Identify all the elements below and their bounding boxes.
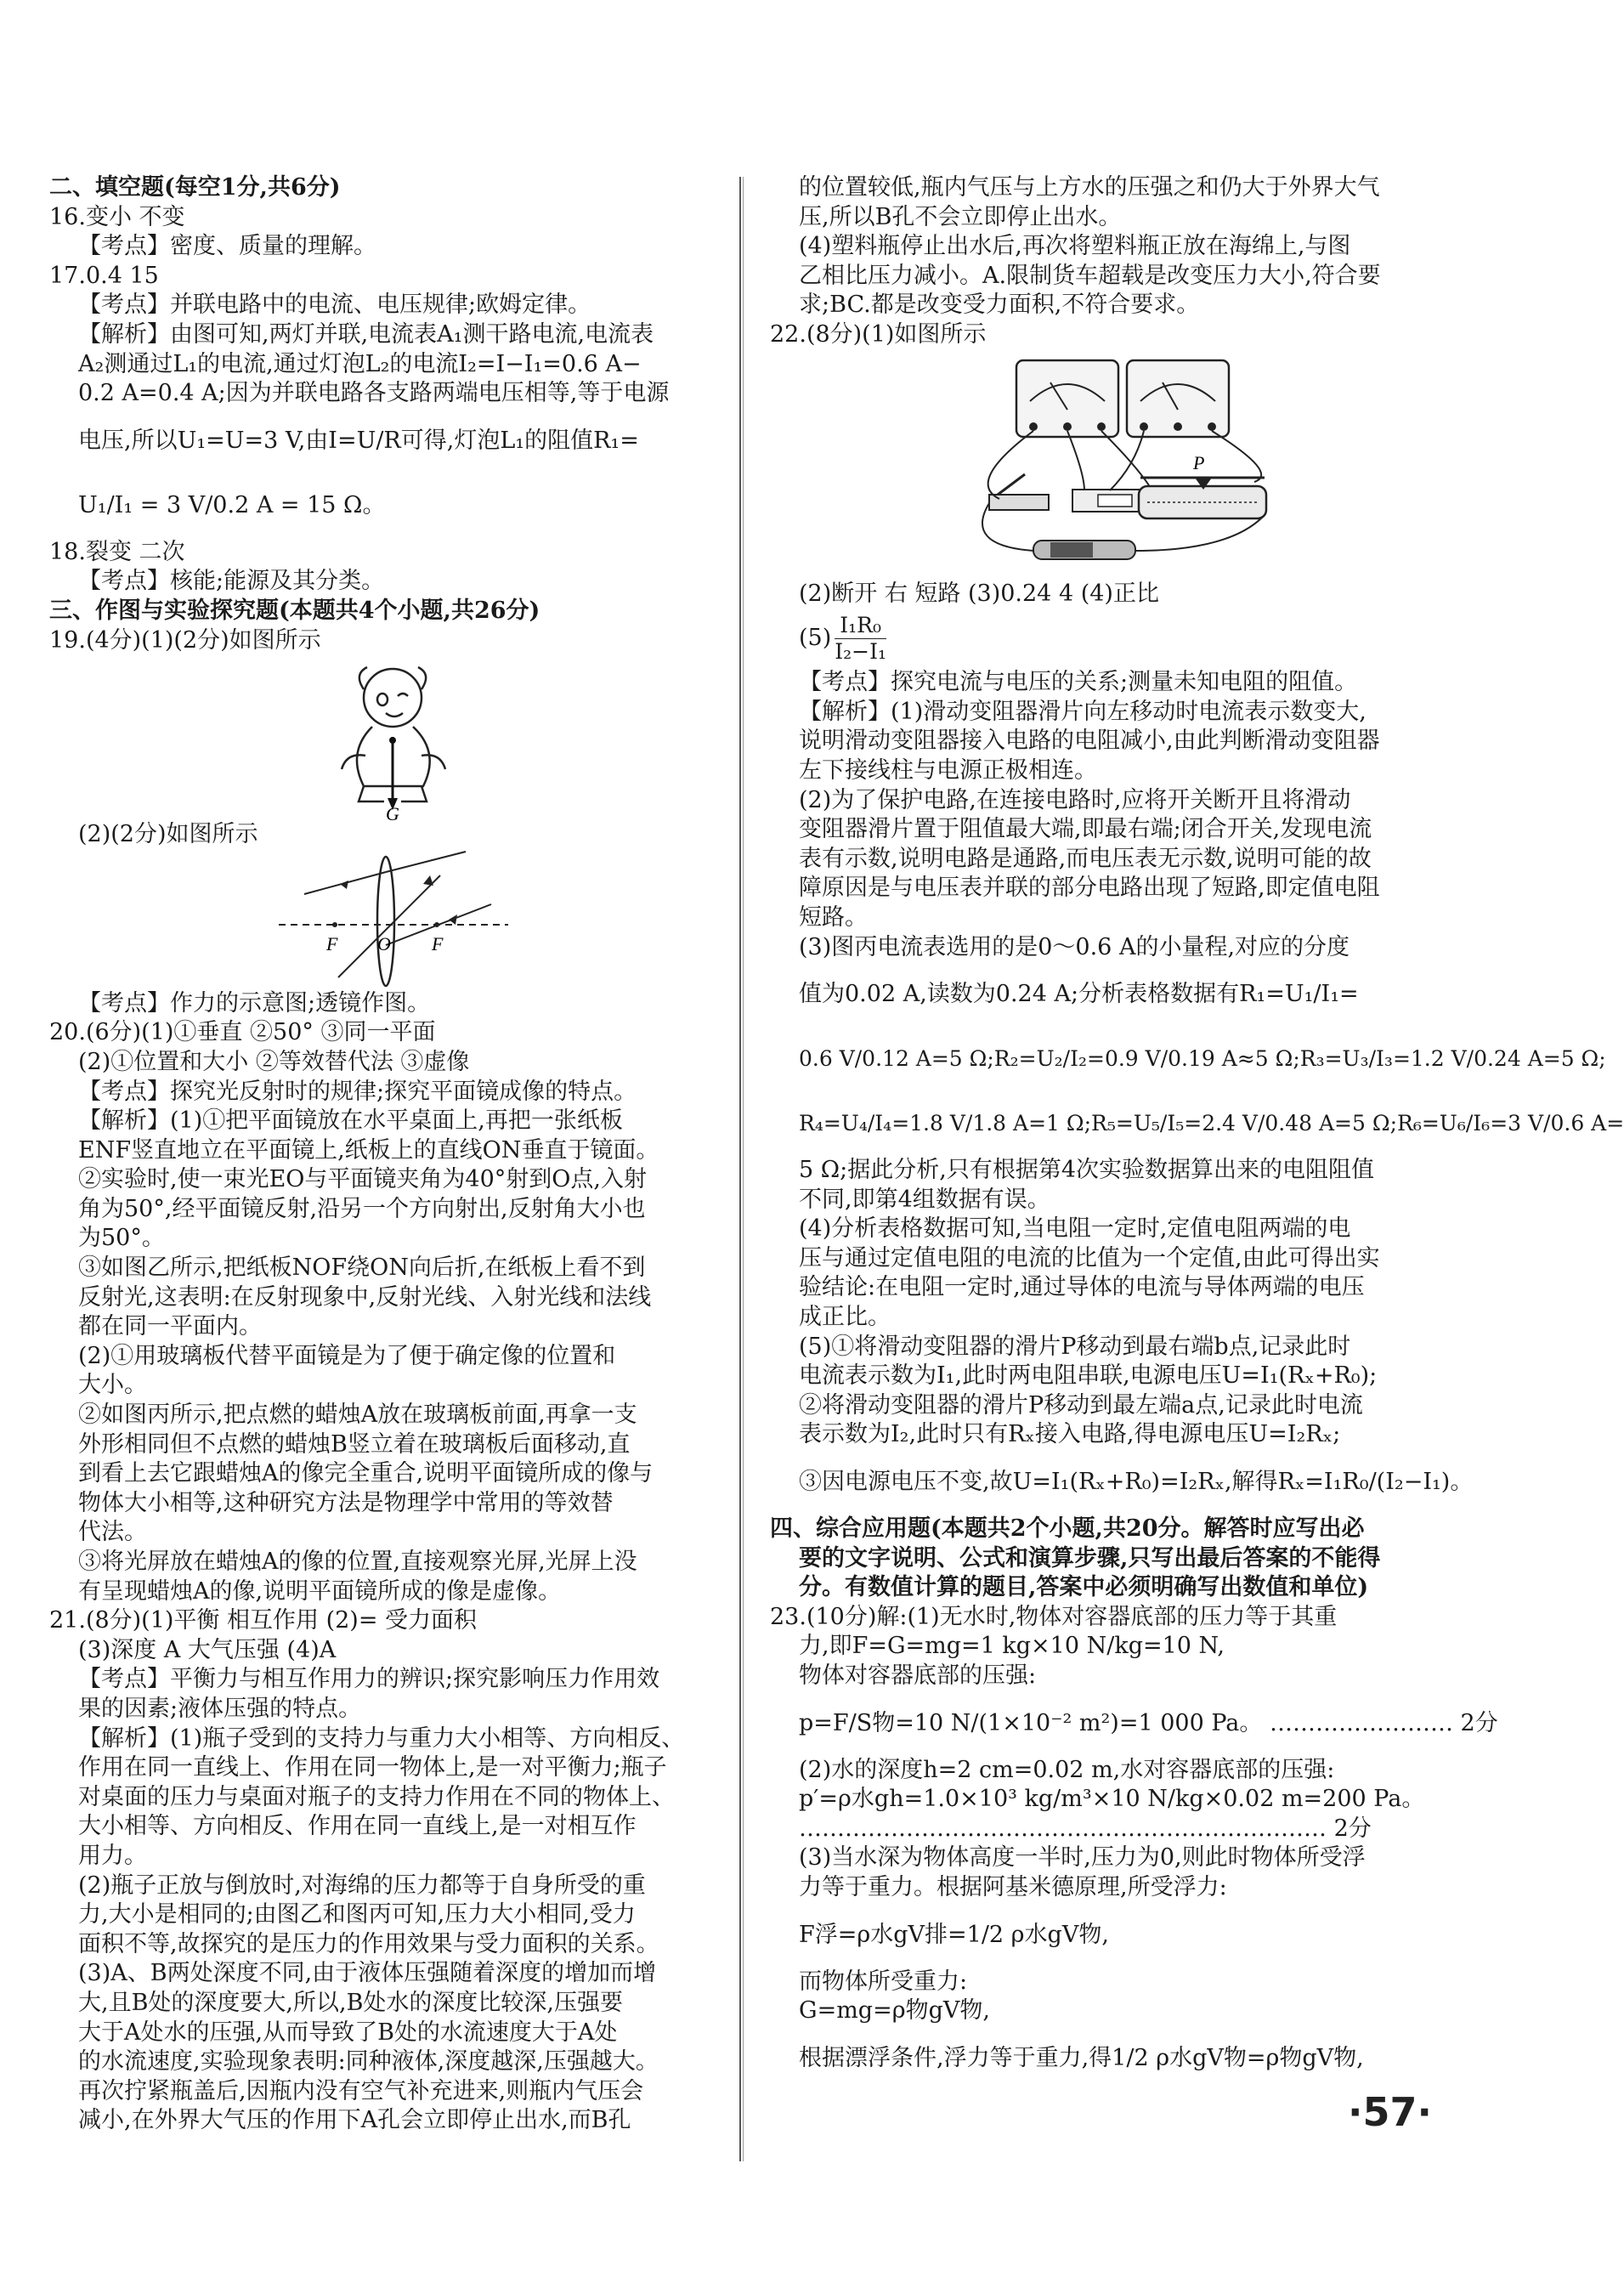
- q22-analysis-b4: 验结论:在电阻一定时,通过导体的电流与导体两端的电压: [799, 1274, 1365, 1301]
- q20-answer-1: 20.(6分)(1)①垂直 ②50° ③同一平面: [49, 1019, 436, 1046]
- page-number: ·57·: [1348, 2089, 1432, 2135]
- q22-analysis-b7: 电流表示数为I₁,此时两电阻串联,电源电压U=I₁(Rₓ+R₀);: [799, 1362, 1378, 1390]
- q22-analysis-last: ③因电源电压不变,故U=I₁(Rₓ+R₀)=I₂Rₓ,解得Rₓ=I₁R₀/(I₂−I₁)。: [799, 1469, 1474, 1496]
- q18-answer: 18.裂变 二次: [49, 538, 185, 565]
- q20-analysis-16: 有呈现蜡烛A的像,说明平面镜所成的像是虚像。: [78, 1577, 562, 1605]
- q22-analysis-b5: 成正比。: [799, 1304, 891, 1331]
- q20-analysis-9: 大小。: [78, 1372, 147, 1399]
- q21-analysis-8: 力,大小是相同的;由图乙和图丙可知,压力大小相同,受力: [78, 1901, 636, 1928]
- q22-analysis-b1: 不同,即第4组数据有误。: [799, 1186, 1050, 1213]
- q19-keypoint: 【考点】作力的示意图;透镜作图。: [78, 989, 431, 1017]
- q20-analysis-7: 都在同一平面内。: [78, 1313, 262, 1340]
- q22-analysis-a2: 说明滑动变阻器接入电路的电阻减小,由此判断滑动变阻器: [799, 728, 1380, 755]
- q21-analysis-0: 【考点】平衡力与相互作用力的辨识;探究影响压力作用效: [78, 1666, 660, 1693]
- q21-analysis-15: 减小,在外界大气压的作用下A孔会立即停止出水,而B孔: [78, 2107, 631, 2134]
- q21-analysis-12: 大于A处水的压强,从而导致了B处的水流速度大于A处: [78, 2019, 618, 2046]
- q21-analysis-1: 果的因素;液体压强的特点。: [78, 1695, 362, 1722]
- q22-analysis-b0: 5 Ω;据此分析,只有根据第4次实验数据算出来的电阻阻值: [799, 1157, 1375, 1184]
- q20-answer-2: (2)①位置和大小 ②等效替代法 ③虚像: [78, 1048, 470, 1075]
- q17-analysis-5: U₁/I₁ = 3 V/0.2 A = 15 Ω。: [78, 491, 386, 518]
- q22-analysis-a1: 【解析】(1)滑动变阻器滑片向左移动时电流表示数变大,: [799, 698, 1367, 725]
- q20-analysis-12: 到看上去它跟蜡烛A的像完全重合,说明平面镜所成的像与: [78, 1460, 654, 1487]
- q21-analysis-2: 【解析】(1)瓶子受到的支持力与重力大小相等、方向相反、: [78, 1724, 685, 1752]
- q20-analysis-13: 物体大小相等,这种研究方法是物理学中常用的等效替: [78, 1489, 614, 1516]
- q17-analysis-3: 0.2 A=0.4 A;因为并联电路各支路两端电压相等,等于电源: [78, 380, 670, 407]
- refracted-ray-1: [386, 852, 466, 872]
- q22-analysis-a9: (3)图丙电流表选用的是0～0.6 A的小量程,对应的分度: [799, 933, 1350, 960]
- circuit-diagram-svg: [770, 350, 1416, 580]
- q22-analysis-a7: 障原因是与电压表并联的部分电路出现了短路,即定值电阻: [799, 875, 1380, 902]
- q23-part3-c: F浮=ρ水gV排=1/2 ρ水gV物,: [799, 1921, 1109, 1948]
- q16-answer: 16.变小 不变: [49, 203, 185, 230]
- force-diagram-svg: [49, 655, 712, 825]
- convex-lens: [377, 857, 394, 986]
- section-3-title: 三、作图与实验探究题(本题共4个小题,共26分): [49, 597, 540, 624]
- q21-answer-1: 21.(8分)(1)平衡 相互作用 (2)= 受力面积: [49, 1607, 478, 1634]
- q22-answer-5-fraction: [835, 613, 886, 665]
- q21-analysis-3: 作用在同一直线上、作用在同一物体上,是一对平衡力;瓶子: [78, 1754, 667, 1781]
- gravity-label: G: [386, 803, 399, 825]
- q22-calc-2: 0.6 V/0.12 A=5 Ω;R₂=U₂/I₂=0.9 V/0.19 A≈5 Ω;R₃=U₃/I₃=1.2 V/0.24 A=5 Ω;: [799, 1046, 1606, 1072]
- section-2-title: 二、填空题(每空1分,共6分): [49, 174, 341, 201]
- q21-continued-0: 的位置较低,瓶内气压与上方水的压强之和仍大于外界大气: [799, 174, 1380, 201]
- q21-analysis-4: 对桌面的压力与桌面对瓶子的支持力作用在不同的物体上、: [78, 1783, 675, 1810]
- q20-keypoint: 【考点】探究光反射时的规律;探究平面镜成像的特点。: [78, 1078, 637, 1105]
- q22-calc-1: 值为0.02 A,读数为0.24 A;分析表格数据有R₁=U₁/I₁=: [799, 981, 1359, 1008]
- q23-part3-a: (3)当水深为物体高度一半时,压力为0,则此时物体所受浮: [799, 1844, 1366, 1872]
- q21-analysis-5: 大小相等、方向相反、作用在同一直线上,是一对相互作: [78, 1813, 637, 1840]
- q21-continued-1: 压,所以B孔不会立即停止出水。: [799, 203, 1122, 230]
- lens-diagram-svg: [49, 850, 712, 989]
- q22-answer-5-numerator: I₁R₀: [835, 613, 886, 639]
- q20-analysis-4: 为50°。: [78, 1225, 165, 1252]
- voltmeter-left: [1016, 360, 1118, 437]
- q17-analysis-1: 【解析】由图可知,两灯并联,电流表A₁测干路电流,电流表: [78, 320, 654, 348]
- q21-continued-4: 求;BC.都是改变受力面积,不符合要求。: [799, 292, 1200, 319]
- column-divider: [739, 177, 741, 2161]
- q17-answer: 17.0.4 15: [49, 262, 159, 289]
- q22-analysis-b3: 压与通过定值电阻的电流的比值为一个定值,由此可得出实: [799, 1244, 1380, 1271]
- q16-keypoint: 【考点】密度、质量的理解。: [78, 233, 376, 260]
- q20-analysis-1: ENF竖直地立在平面镜上,纸板上的直线ON垂直于镜面。: [78, 1136, 659, 1164]
- q23-line-2: 物体对容器底部的压强:: [799, 1662, 1037, 1689]
- center-of-gravity-point: [389, 737, 396, 744]
- q22-calc-3: R₄=U₄/I₄=1.8 V/1.8 A=1 Ω;R₅=U₅/I₅=2.4 V/0.48 A=5 Ω;R₆=U₆/I₆=3 V/0.6 A=: [799, 1111, 1624, 1136]
- ammeter-right: [1127, 360, 1229, 437]
- q22-answer-5-label: (5): [799, 625, 832, 652]
- q19-answer-2: (2)(2分)如图所示: [78, 821, 258, 848]
- q20-analysis-0: 【解析】(1)①把平面镜放在水平桌面上,再把一张纸板: [78, 1107, 623, 1135]
- q17-keypoint: 【考点】并联电路中的电流、电压规律;欧姆定律。: [78, 292, 591, 319]
- q17-analysis-4: 电压,所以U₁=U=3 V,由I=U/R可得,灯泡L₁的阻值R₁=: [78, 427, 639, 454]
- switch: [989, 474, 1049, 510]
- q22-analysis-b2: (4)分析表格数据可知,当电阻一定时,定值电阻两端的电: [799, 1215, 1351, 1243]
- q22-answer-5-denominator: I₂−I₁: [835, 639, 886, 665]
- q22-analysis-a4: (2)为了保护电路,在连接电路时,应将开关断开且将滑动: [799, 786, 1351, 813]
- q20-analysis-3: 角为50°,经平面镜反射,沿另一个方向射出,反射角大小也: [78, 1195, 646, 1222]
- q17-analysis-2: A₂测通过L₁的电流,通过灯泡L₂的电流I₂=I−I₁=0.6 A−: [78, 350, 642, 377]
- q23-part2-b: p′=ρ水gh=1.0×10³ kg/m³×10 N/kg×0.02 m=200 Pa。: [799, 1786, 1425, 1813]
- q22-analysis-a3: 左下接线柱与电源正极相连。: [799, 756, 1097, 784]
- q22-analysis-a5: 变阻器滑片置于阻值最大端,即最右端;闭合开关,发现电流: [799, 816, 1372, 843]
- q19-force-figure: [49, 655, 712, 825]
- q20-analysis-2: ②实验时,使一束光EO与平面镜夹角为40°射到O点,入射: [78, 1166, 648, 1193]
- rheostat: [1139, 478, 1266, 518]
- q21-analysis-7: (2)瓶子正放与倒放时,对海绵的压力都等于自身所受的重: [78, 1872, 646, 1899]
- q20-analysis-15: ③将光屏放在蜡烛A的像的位置,直接观察光屏,光屏上没: [78, 1549, 637, 1575]
- ray-arrow-2: [449, 915, 457, 925]
- focus-left-label: F: [326, 932, 338, 954]
- q20-analysis-5: ③如图乙所示,把纸板NOF绕ON向后折,在纸板上看不到: [78, 1254, 646, 1282]
- q22-answer-2: (2)断开 右 短路 (3)0.24 4 (4)正比: [799, 580, 1159, 607]
- right-column: [770, 173, 1624, 2091]
- q23-pressure: p=F/S物=10 N/(1×10⁻² m²)=1 000 Pa。 …………………… 2分: [799, 1709, 1498, 1736]
- column-divider-thin: [743, 177, 744, 2161]
- battery-pack: [1033, 541, 1135, 559]
- q22-analysis-a6: 表有示数,说明电路是通路,而电压表无示数,说明可能的故: [799, 845, 1372, 872]
- focus-right: [434, 922, 439, 927]
- section-4-title-2: 分。有数值计算的题目,答案中必须明确写出数值和单位): [799, 1574, 1369, 1601]
- q23-part3-d: 而物体所受重力:: [799, 1968, 968, 1995]
- q23-part3-b: 力等于重力。根据阿基米德原理,所受浮力:: [799, 1873, 1227, 1900]
- q20-analysis-14: 代法。: [78, 1519, 147, 1546]
- focus-right-label: F: [432, 932, 444, 954]
- page-number-value: 57: [1362, 2089, 1417, 2135]
- section-4-title-0: 四、综合应用题(本题共2个小题,共20分。解答时应写出必: [770, 1515, 1365, 1543]
- q20-analysis-6: 反射光,这表明:在反射现象中,反射光线、入射光线和法线: [78, 1283, 652, 1311]
- q23-part3-e: G=mg=ρ物gV物,: [799, 1997, 990, 2025]
- ray-arrow-1: [423, 875, 433, 886]
- ray-through-focus: [338, 875, 440, 977]
- q23-part2-a: (2)水的深度h=2 cm=0.02 m,水对容器底部的压强:: [799, 1756, 1335, 1783]
- q22-analysis-b6: (5)①将滑动变阻器的滑片P移动到最右端b点,记录此时: [799, 1333, 1351, 1360]
- section-4-title-1: 要的文字说明、公式和演算步骤,只写出最后答案的不能得: [799, 1544, 1381, 1572]
- q20-analysis-8: (2)①用玻璃板代替平面镜是为了便于确定像的位置和: [78, 1342, 616, 1369]
- q23-line-1: 力,即F=G=mg=1 kg×10 N/kg=10 N,: [799, 1633, 1225, 1660]
- q21-analysis-13: 的水流速度,实验现象表明:同种液体,深度越深,压强越大。: [78, 2048, 659, 2076]
- q21-analysis-9: 面积不等,故探究的是压力的作用效果与受力面积的关系。: [78, 1930, 659, 1957]
- q21-continued-3: 乙相比压力减小。A.限制货车超载是改变压力大小,符合要: [799, 262, 1381, 289]
- q20-analysis-10: ②如图丙所示,把点燃的蜡烛A放在玻璃板前面,再拿一支: [78, 1402, 637, 1429]
- q23-line-0: 23.(10分)解:(1)无水时,物体对容器底部的压力等于其重: [770, 1603, 1338, 1630]
- q22-analysis-b8: ②将滑动变阻器的滑片P移动到最左端a点,记录此时电流: [799, 1391, 1363, 1419]
- q23-part3-f: 根据漂浮条件,浮力等于重力,得1/2 ρ水gV物=ρ物gV物,: [799, 2044, 1364, 2071]
- q21-analysis-6: 用力。: [78, 1842, 147, 1869]
- q19-lens-figure: [49, 850, 712, 989]
- q19-answer-1: 19.(4分)(1)(2分)如图所示: [49, 626, 321, 654]
- q22-analysis-a0: 【考点】探究电流与电压的关系;测量未知电阻的阻值。: [799, 669, 1358, 696]
- q22-answer-1: 22.(8分)(1)如图所示: [770, 320, 987, 348]
- ray-arrow-3: [340, 881, 348, 889]
- q21-analysis-11: 大,且B处的深度要大,所以,B处水的深度比较深,压强要: [78, 1989, 624, 2016]
- q21-analysis-10: (3)A、B两处深度不同,由于液体压强随着深度的增加而增: [78, 1960, 657, 1987]
- q22-circuit-figure: [770, 350, 1416, 580]
- q21-continued-2: (4)塑料瓶停止出水后,再次将塑料瓶正放在海绵上,与图: [799, 233, 1351, 260]
- q20-analysis-11: 外形相同但不点燃的蜡烛B竖立着在玻璃板后面移动,直: [78, 1430, 631, 1458]
- q23-part2-c: …………………………………………………………… 2分: [799, 1815, 1372, 1842]
- slider-label: P: [1193, 451, 1205, 473]
- optical-center-label: O: [377, 932, 391, 954]
- q21-answer-2: (3)深度 A 大气压强 (4)A: [78, 1636, 337, 1663]
- q22-analysis-b9: 表示数为I₂,此时只有Rₓ接入电路,得电源电压U=I₂Rₓ;: [799, 1421, 1341, 1448]
- left-column: [49, 173, 712, 2136]
- q22-answer-5: [770, 609, 1416, 668]
- q18-keypoint: 【考点】核能;能源及其分类。: [78, 568, 385, 595]
- q22-analysis-a8: 短路。: [799, 903, 868, 931]
- q21-analysis-14: 再次拧紧瓶盖后,因瓶内没有空气补充进来,则瓶内气压会: [78, 2077, 644, 2104]
- focus-left: [332, 922, 337, 927]
